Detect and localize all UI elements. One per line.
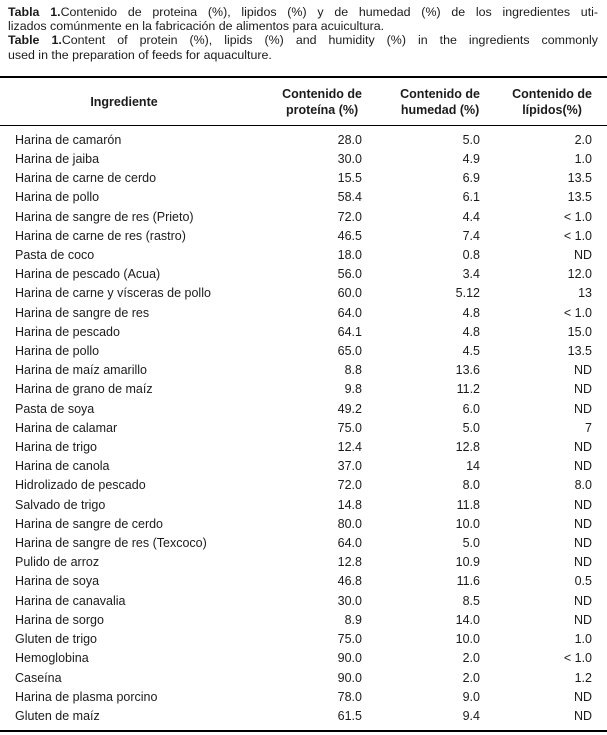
protein-cell: 56.0 — [337, 267, 362, 282]
table-row — [0, 265, 607, 284]
caption-es-label: Tabla 1. — [8, 5, 61, 19]
col-header-proteina-line1: Contenido de — [282, 86, 362, 101]
table-row — [0, 438, 607, 457]
col-header-lipidos-line2: lípidos(%) — [522, 102, 582, 117]
lipids-cell: < 1.0 — [563, 305, 592, 320]
col-header-lipidos-line1: Contenido de — [512, 86, 592, 101]
humidity-cell: 8.5 — [462, 593, 480, 608]
protein-cell: 28.0 — [337, 132, 362, 147]
protein-cell: 15.5 — [337, 171, 362, 186]
lipids-cell: ND — [573, 612, 592, 627]
lipids-cell: 1.2 — [574, 670, 592, 685]
ingredient-cell: Harina de canola — [15, 459, 110, 474]
table-row — [0, 457, 607, 476]
humidity-cell: 2.0 — [462, 651, 480, 666]
ingredient-cell: Harina de pescado (Acua) — [15, 267, 161, 282]
ingredient-cell: Harina de sangre de cerdo — [15, 516, 164, 531]
lipids-cell: 7 — [585, 420, 592, 435]
ingredient-cell: Harina de sangre de res (Prieto) — [15, 209, 194, 224]
table-row — [0, 688, 607, 707]
lipids-cell: ND — [573, 708, 592, 723]
table-row — [0, 630, 607, 649]
humidity-cell: 13.6 — [455, 363, 480, 378]
protein-cell: 30.0 — [337, 152, 362, 167]
caption-en-text2: used in the preparation of feeds for aquaculture. — [8, 47, 272, 62]
protein-cell: 61.5 — [337, 708, 362, 723]
ingredient-cell: Harina de pollo — [15, 344, 100, 359]
ingredient-cell: Harina de carne y vísceras de pollo — [15, 286, 211, 301]
table-row — [0, 150, 607, 169]
caption-es-line1 — [8, 5, 598, 19]
ingredient-cell: Harina de sangre de res — [15, 305, 150, 320]
table-row — [0, 188, 607, 207]
table-row — [0, 419, 607, 438]
protein-cell: 12.4 — [337, 440, 362, 455]
ingredient-cell: Harina de pollo — [15, 190, 100, 205]
table-row — [0, 284, 607, 303]
col-header-ingrediente — [0, 77, 248, 126]
humidity-cell: 4.9 — [462, 152, 480, 167]
ingredient-cell: Harina de canavalia — [15, 593, 126, 608]
protein-cell: 75.0 — [337, 420, 362, 435]
protein-cell: 78.0 — [337, 689, 362, 704]
lipids-cell: 1.0 — [574, 632, 592, 647]
ingredient-cell: Hidrolizado de pescado — [15, 478, 146, 493]
humidity-cell: 4.5 — [462, 344, 480, 359]
protein-cell: 75.0 — [337, 632, 362, 647]
lipids-cell: 15.0 — [567, 324, 592, 339]
ingredient-cell: Harina de pescado — [15, 324, 120, 339]
protein-cell: 58.4 — [337, 190, 362, 205]
table-row — [0, 125, 607, 150]
lipids-cell: 2.0 — [574, 132, 592, 147]
protein-cell: 64.0 — [337, 536, 362, 551]
ingredients-table — [0, 76, 607, 732]
table-row — [0, 246, 607, 265]
ingredient-cell: Pasta de coco — [15, 248, 95, 263]
lipids-cell: 13.5 — [567, 171, 592, 186]
protein-cell: 46.8 — [337, 574, 362, 589]
protein-cell: 90.0 — [337, 651, 362, 666]
lipids-cell: ND — [573, 689, 592, 704]
humidity-cell: 9.0 — [462, 689, 480, 704]
table-header — [0, 77, 607, 126]
lipids-cell: ND — [573, 593, 592, 608]
table-row — [0, 669, 607, 688]
ingredient-cell: Harina de calamar — [15, 420, 118, 435]
humidity-cell: 11.2 — [456, 382, 480, 397]
humidity-cell: 5.0 — [462, 132, 480, 147]
ingredient-cell: Pasta de soya — [15, 401, 95, 416]
col-header-ingrediente-label: Ingrediente — [90, 94, 158, 109]
protein-cell: 49.2 — [337, 401, 362, 416]
lipids-cell: 0.5 — [574, 574, 592, 589]
lipids-cell: 8.0 — [574, 478, 592, 493]
protein-cell: 8.9 — [344, 612, 362, 627]
ingredient-cell: Harina de sorgo — [15, 612, 104, 627]
ingredient-cell: Harina de plasma porcino — [15, 689, 158, 704]
lipids-cell: 13 — [578, 286, 592, 301]
humidity-cell: 6.1 — [462, 190, 480, 205]
table-row — [0, 323, 607, 342]
table-row — [0, 227, 607, 246]
humidity-cell: 2.0 — [462, 670, 480, 685]
humidity-cell: 4.8 — [462, 305, 480, 320]
table-row — [0, 572, 607, 591]
protein-cell: 72.0 — [337, 478, 362, 493]
table-row — [0, 208, 607, 227]
caption-en-line1 — [8, 33, 598, 47]
lipids-cell: ND — [573, 248, 592, 263]
lipids-cell: 12.0 — [567, 267, 592, 282]
caption-es-text1: Contenido de proteina (%), lipidos (%) y de humedad (%) de los ingredientes uti- — [60, 5, 599, 19]
table-row — [0, 169, 607, 188]
caption-en-label: Table 1. — [8, 33, 62, 48]
caption-en-text1: Content of protein (%), lipids (%) and humidity (%) in the ingredients commonly — [61, 33, 599, 48]
ingredient-cell: Harina de maíz amarillo — [15, 363, 147, 378]
lipids-cell: 13.5 — [567, 190, 592, 205]
humidity-cell: 5.0 — [462, 536, 480, 551]
protein-cell: 30.0 — [337, 593, 362, 608]
lipids-cell: ND — [573, 516, 592, 531]
table-row — [0, 476, 607, 495]
protein-cell: 18.0 — [337, 248, 362, 263]
col-header-humedad-line1: Contenido de — [400, 86, 480, 101]
table-row — [0, 342, 607, 361]
table-row — [0, 380, 607, 399]
ingredient-cell: Hemoglobina — [15, 651, 89, 666]
col-header-proteina — [248, 77, 366, 126]
humidity-cell: 10.0 — [455, 516, 480, 531]
humidity-cell: 0.8 — [462, 248, 480, 263]
col-header-humedad-label — [400, 86, 480, 118]
lipids-cell: ND — [573, 363, 592, 378]
lipids-cell: ND — [573, 536, 592, 551]
table-row — [0, 553, 607, 572]
humidity-cell: 4.8 — [462, 324, 480, 339]
humidity-cell: 4.4 — [462, 209, 480, 224]
protein-cell: 60.0 — [337, 286, 362, 301]
lipids-cell: ND — [573, 401, 592, 416]
humidity-cell: 5.12 — [455, 286, 480, 301]
protein-cell: 72.0 — [337, 209, 362, 224]
table-row — [0, 400, 607, 419]
humidity-cell: 8.0 — [462, 478, 480, 493]
header-row — [0, 77, 607, 126]
ingredient-cell: Harina de sangre de res (Texcoco) — [15, 536, 207, 551]
ingredient-cell: Salvado de trigo — [15, 497, 106, 512]
lipids-cell: < 1.0 — [563, 651, 592, 666]
ingredient-cell: Pulido de arroz — [15, 555, 100, 570]
humidity-cell: 10.9 — [455, 555, 480, 570]
table-row — [0, 649, 607, 668]
col-header-proteina-label — [282, 86, 362, 118]
ingredient-cell: Harina de jaiba — [15, 152, 100, 167]
table-row — [0, 361, 607, 380]
table-row — [0, 515, 607, 534]
protein-cell: 12.8 — [337, 555, 362, 570]
table-row — [0, 496, 607, 515]
humidity-cell: 14.0 — [455, 612, 480, 627]
humidity-cell: 6.0 — [462, 401, 480, 416]
humidity-cell: 12.8 — [455, 440, 480, 455]
humidity-cell: 14 — [466, 459, 480, 474]
protein-cell: 14.8 — [337, 497, 362, 512]
lipids-cell: ND — [573, 555, 592, 570]
humidity-cell: 11.6 — [456, 574, 480, 589]
ingredient-cell: Harina de grano de maíz — [15, 382, 153, 397]
protein-cell: 8.8 — [344, 363, 362, 378]
caption-es-text2: lizados comúnmente en la fabricación de alimentos para acuicultura. — [8, 19, 385, 34]
ingredient-cell: Harina de carne de res (rastro) — [15, 228, 186, 243]
caption-en-line2 — [8, 48, 598, 62]
lipids-cell: < 1.0 — [563, 209, 592, 224]
protein-cell: 80.0 — [337, 516, 362, 531]
col-header-lipidos — [482, 77, 607, 126]
humidity-cell: 9.4 — [462, 708, 480, 723]
lipids-cell: < 1.0 — [563, 228, 592, 243]
ingredient-cell: Harina de camarón — [15, 132, 122, 147]
col-header-humedad — [366, 77, 482, 126]
protein-cell: 64.1 — [337, 324, 362, 339]
ingredient-cell: Harina de carne de cerdo — [15, 171, 157, 186]
humidity-cell: 7.4 — [462, 228, 480, 243]
lipids-cell: 1.0 — [574, 152, 592, 167]
ingredient-cell: Caseína — [15, 670, 62, 685]
table-body — [0, 125, 607, 731]
humidity-cell: 6.9 — [462, 171, 480, 186]
ingredient-cell: Gluten de trigo — [15, 632, 97, 647]
protein-cell: 46.5 — [337, 228, 362, 243]
protein-cell: 90.0 — [337, 670, 362, 685]
table-caption — [0, 0, 607, 62]
ingredient-cell: Gluten de maíz — [15, 708, 100, 723]
col-header-lipidos-label — [512, 86, 592, 118]
ingredient-cell: Harina de trigo — [15, 440, 97, 455]
table-row — [0, 592, 607, 611]
caption-es-line2 — [8, 19, 598, 33]
humidity-cell: 11.8 — [456, 497, 480, 512]
protein-cell: 37.0 — [337, 459, 362, 474]
lipids-cell: ND — [573, 459, 592, 474]
humidity-cell: 5.0 — [462, 420, 480, 435]
protein-cell: 65.0 — [337, 344, 362, 359]
lipids-cell: ND — [573, 382, 592, 397]
table-row — [0, 707, 607, 731]
humidity-cell: 10.0 — [455, 632, 480, 647]
protein-cell: 9.8 — [344, 382, 362, 397]
col-header-humedad-line2: humedad (%) — [400, 102, 480, 117]
table-row — [0, 304, 607, 323]
protein-cell: 64.0 — [337, 305, 362, 320]
table-row — [0, 611, 607, 630]
table-row — [0, 534, 607, 553]
lipids-cell: ND — [573, 497, 592, 512]
lipids-cell: 13.5 — [567, 344, 592, 359]
ingredient-cell: Harina de soya — [15, 574, 100, 589]
humidity-cell: 3.4 — [462, 267, 480, 282]
lipids-cell: ND — [573, 440, 592, 455]
col-header-proteina-line2: proteína (%) — [285, 102, 359, 117]
